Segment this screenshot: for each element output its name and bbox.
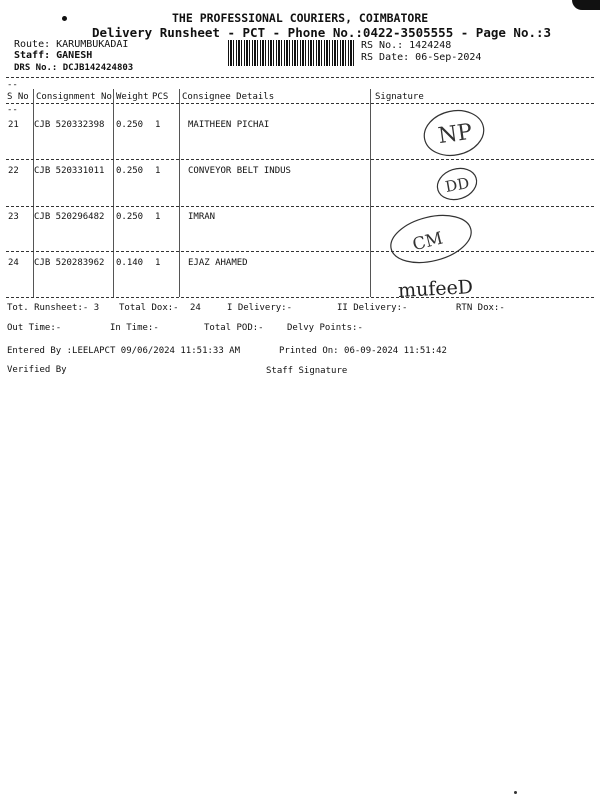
svg-text:DD: DD bbox=[443, 174, 471, 196]
row-divider bbox=[6, 251, 594, 252]
signature-mufeed: mufeeD bbox=[397, 276, 474, 302]
printed-on: Printed On: 06-09-2024 11:51:42 bbox=[279, 346, 447, 356]
row-pcs: 1 bbox=[155, 166, 161, 176]
row-sno: 23 bbox=[8, 212, 19, 222]
rtn-dox: RTN Dox:- bbox=[456, 303, 505, 313]
signature-np bbox=[420, 108, 490, 158]
delvy-points: Delvy Points:- bbox=[287, 323, 363, 333]
route-label: Route: KARUMBUKADAI bbox=[14, 39, 129, 50]
row-divider bbox=[6, 206, 594, 207]
column-line bbox=[179, 89, 180, 297]
row-consignee: CONVEYOR BELT INDUS bbox=[188, 166, 291, 176]
rs-date: RS Date: 06-Sep-2024 bbox=[361, 52, 482, 63]
drs-number: DRS No.: DCJB142424803 bbox=[14, 63, 134, 73]
col-consignee: Consignee Details bbox=[182, 92, 275, 102]
row-weight: 0.250 bbox=[116, 166, 144, 176]
row-consignment: CJB 520296482 bbox=[34, 212, 105, 222]
row-consignee: IMRAN bbox=[188, 212, 216, 222]
col-consignment: Consignment No bbox=[36, 92, 112, 102]
row-consignee: MAITHEEN PICHAI bbox=[188, 120, 270, 130]
col-signature: Signature bbox=[375, 92, 424, 102]
row-pcs: 1 bbox=[155, 212, 161, 222]
company-name: THE PROFESSIONAL COURIERS, COIMBATORE bbox=[172, 11, 429, 25]
corner-mark bbox=[572, 0, 600, 10]
total-runsheet: Tot. Runsheet:- 3 bbox=[7, 303, 100, 313]
divider bbox=[6, 103, 594, 104]
svg-text:NP: NP bbox=[436, 119, 474, 150]
total-dox-value: 24 bbox=[190, 303, 201, 313]
row-pcs: 1 bbox=[155, 120, 161, 130]
divider bbox=[6, 77, 594, 78]
total-pod: Total POD:- bbox=[204, 323, 264, 333]
column-line bbox=[113, 89, 114, 297]
verified-by: Verified By bbox=[7, 365, 67, 375]
row-weight: 0.250 bbox=[116, 212, 144, 222]
in-time: In Time:- bbox=[110, 323, 159, 333]
row-pcs: 1 bbox=[155, 258, 161, 268]
row-consignment: CJB 520331011 bbox=[34, 166, 105, 176]
row-consignment: CJB 520283962 bbox=[34, 258, 105, 268]
rs-number: RS No.: 1424248 bbox=[361, 40, 452, 51]
i-delivery: I Delivery:- bbox=[227, 303, 293, 313]
row-weight: 0.140 bbox=[116, 258, 144, 268]
entered-by: Entered By :LEELAPCT 09/06/2024 11:51:33 AM bbox=[7, 346, 240, 356]
row-sno: 21 bbox=[8, 120, 19, 130]
out-time: Out Time:- bbox=[7, 323, 62, 333]
row-sno: 24 bbox=[8, 258, 19, 268]
row-consignment: CJB 520332398 bbox=[34, 120, 105, 130]
col-sno: S No bbox=[7, 92, 29, 102]
page-title: Delivery Runsheet - PCT - Phone No.:0422-3505555 - Page No.:3 bbox=[92, 25, 552, 40]
scan-speck bbox=[514, 791, 517, 794]
col-weight: Weight bbox=[116, 92, 149, 102]
dot-mark bbox=[62, 16, 67, 21]
signature-dd bbox=[434, 165, 482, 203]
divider-mark: -- bbox=[7, 105, 18, 115]
column-line bbox=[370, 89, 371, 297]
row-divider bbox=[6, 297, 594, 298]
barcode bbox=[228, 40, 354, 66]
ii-delivery: II Delivery:- bbox=[337, 303, 408, 313]
staff-signature: Staff Signature bbox=[266, 366, 348, 376]
divider-mark: -- bbox=[7, 80, 18, 90]
row-consignee: EJAZ AHAMED bbox=[188, 258, 248, 268]
row-divider bbox=[6, 159, 594, 160]
row-weight: 0.250 bbox=[116, 120, 144, 130]
staff-label: Staff: GANESH bbox=[14, 50, 93, 61]
col-pcs: PCS bbox=[152, 92, 169, 102]
row-sno: 22 bbox=[8, 166, 19, 176]
total-dox-label: Total Dox:- bbox=[119, 303, 179, 313]
signature-cm bbox=[386, 210, 478, 268]
svg-text:CM: CM bbox=[410, 228, 445, 256]
